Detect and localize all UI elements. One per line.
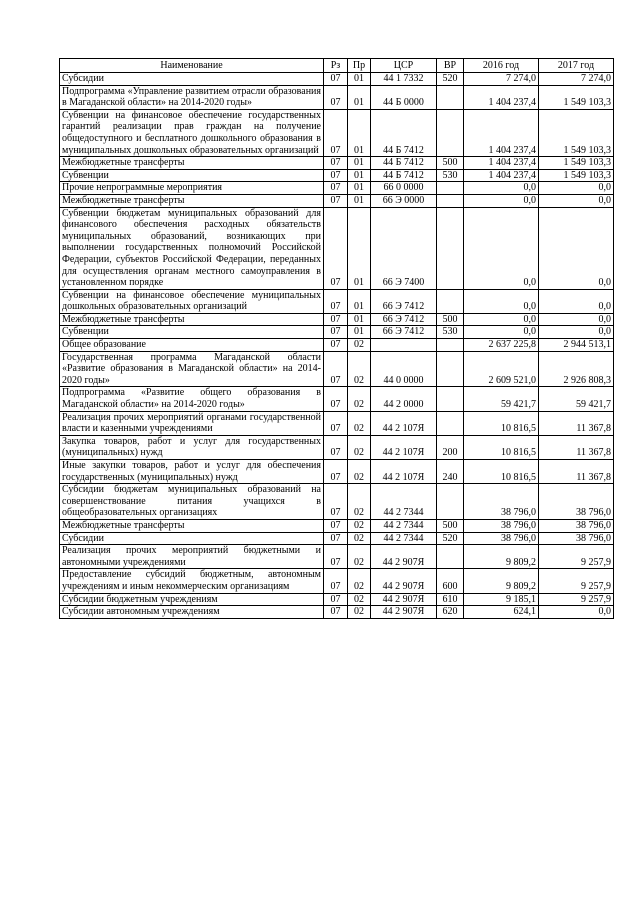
row-pr: 02 (348, 606, 371, 619)
table-row (60, 207, 614, 289)
row-pr: 02 (348, 569, 371, 593)
row-rz: 07 (324, 387, 348, 411)
row-csr: 44 2 907Я (371, 606, 437, 619)
row-name: Иные закупки товаров, работ и услуг для обеспечения государственных (муниципальных) нужд (60, 460, 324, 484)
row-value-2016: 0,0 (464, 207, 539, 289)
row-vr: 610 (437, 593, 464, 606)
row-value-2017: 11 367,8 (539, 435, 614, 459)
row-vr (437, 411, 464, 435)
row-vr (437, 387, 464, 411)
row-vr: 240 (437, 460, 464, 484)
row-name: Субсидии бюджетам муниципальных образований на совершенствование питания учащихся в общеобразовательных организациях (60, 484, 324, 520)
table-row (60, 569, 614, 593)
row-value-2016: 1 404 237,4 (464, 169, 539, 182)
row-value-2017: 38 796,0 (539, 532, 614, 545)
row-rz: 07 (324, 351, 348, 387)
header-csr: ЦСР (371, 59, 437, 73)
row-vr: 530 (437, 169, 464, 182)
row-vr: 500 (437, 157, 464, 170)
row-name: Межбюджетные трансферты (60, 519, 324, 532)
row-value-2017: 0,0 (539, 182, 614, 195)
row-value-2017: 0,0 (539, 313, 614, 326)
row-pr: 01 (348, 207, 371, 289)
row-name: Субвенции бюджетам муниципальных образований для финансового обеспечения расходных обязательств муниципальных образований, возникающих при выполнении государственных полномочий Российской Федерации, субъектов Российской Федерации, переданных для осуществления органам местного самоуправления в установленном порядке (60, 207, 324, 289)
row-value-2017: 9 257,9 (539, 569, 614, 593)
header-2016: 2016 год (464, 59, 539, 73)
row-value-2017: 38 796,0 (539, 519, 614, 532)
row-vr (437, 109, 464, 156)
row-vr (437, 351, 464, 387)
row-rz: 07 (324, 593, 348, 606)
table-row (60, 519, 614, 532)
row-value-2017: 0,0 (539, 326, 614, 339)
table-body (60, 73, 614, 619)
row-csr: 44 Б 0000 (371, 85, 437, 109)
row-csr: 66 Э 7412 (371, 289, 437, 313)
row-rz: 07 (324, 519, 348, 532)
row-vr (437, 545, 464, 569)
row-vr: 530 (437, 326, 464, 339)
row-value-2017: 9 257,9 (539, 593, 614, 606)
row-value-2016: 0,0 (464, 182, 539, 195)
table-header-row (60, 59, 614, 73)
row-pr: 01 (348, 289, 371, 313)
row-rz: 07 (324, 435, 348, 459)
row-vr (437, 484, 464, 520)
row-name: Субсидии (60, 73, 324, 86)
row-csr: 44 2 907Я (371, 569, 437, 593)
row-value-2017: 0,0 (539, 207, 614, 289)
row-value-2017: 59 421,7 (539, 387, 614, 411)
row-csr: 44 2 7344 (371, 484, 437, 520)
row-csr: 44 2 907Я (371, 545, 437, 569)
row-pr: 02 (348, 411, 371, 435)
row-rz: 07 (324, 313, 348, 326)
budget-table (59, 58, 614, 619)
row-pr: 01 (348, 326, 371, 339)
table-row (60, 313, 614, 326)
row-rz: 07 (324, 169, 348, 182)
row-csr: 44 2 0000 (371, 387, 437, 411)
row-value-2017: 0,0 (539, 606, 614, 619)
row-vr (437, 85, 464, 109)
row-csr: 44 2 107Я (371, 460, 437, 484)
table-row (60, 351, 614, 387)
row-value-2016: 1 404 237,4 (464, 109, 539, 156)
row-pr: 01 (348, 85, 371, 109)
row-value-2016: 10 816,5 (464, 460, 539, 484)
row-value-2016: 1 404 237,4 (464, 85, 539, 109)
row-csr: 66 Э 7412 (371, 326, 437, 339)
row-pr: 02 (348, 435, 371, 459)
row-pr: 02 (348, 351, 371, 387)
row-vr (437, 194, 464, 207)
table-row (60, 532, 614, 545)
row-value-2017: 0,0 (539, 289, 614, 313)
row-value-2017: 2 944 513,1 (539, 339, 614, 352)
row-value-2016: 9 809,2 (464, 569, 539, 593)
row-pr: 01 (348, 182, 371, 195)
row-name: Субвенции (60, 169, 324, 182)
row-name: Государственная программа Магаданской области «Развитие образования в Магаданской области» на 2014-2020 годы» (60, 351, 324, 387)
row-csr: 44 1 7332 (371, 73, 437, 86)
row-value-2016: 38 796,0 (464, 519, 539, 532)
row-pr: 01 (348, 73, 371, 86)
row-pr: 02 (348, 545, 371, 569)
row-pr: 01 (348, 194, 371, 207)
row-rz: 07 (324, 339, 348, 352)
row-rz: 07 (324, 85, 348, 109)
row-value-2017: 38 796,0 (539, 484, 614, 520)
header-2017: 2017 год (539, 59, 614, 73)
row-pr: 02 (348, 484, 371, 520)
table-row (60, 606, 614, 619)
row-value-2016: 38 796,0 (464, 484, 539, 520)
row-name: Субсидии бюджетным учреждениям (60, 593, 324, 606)
row-value-2017: 0,0 (539, 194, 614, 207)
row-vr (437, 182, 464, 195)
row-csr: 44 0 0000 (371, 351, 437, 387)
row-rz: 07 (324, 109, 348, 156)
row-vr: 200 (437, 435, 464, 459)
row-vr: 620 (437, 606, 464, 619)
row-value-2016: 59 421,7 (464, 387, 539, 411)
row-value-2017: 1 549 103,3 (539, 157, 614, 170)
table-row (60, 109, 614, 156)
row-pr: 02 (348, 519, 371, 532)
row-value-2017: 7 274,0 (539, 73, 614, 86)
row-csr: 44 2 907Я (371, 593, 437, 606)
row-vr (437, 339, 464, 352)
row-pr: 02 (348, 387, 371, 411)
row-csr: 44 Б 7412 (371, 169, 437, 182)
row-pr: 01 (348, 169, 371, 182)
row-csr: 66 Э 7412 (371, 313, 437, 326)
table-row (60, 182, 614, 195)
row-value-2017: 11 367,8 (539, 460, 614, 484)
row-name: Реализация прочих мероприятий бюджетными и автономными учреждениями (60, 545, 324, 569)
row-vr: 600 (437, 569, 464, 593)
row-name: Субсидии (60, 532, 324, 545)
row-name: Подпрограмма «Развитие общего образования в Магаданской области» на 2014-2020 годы» (60, 387, 324, 411)
row-value-2017: 2 926 808,3 (539, 351, 614, 387)
row-pr: 01 (348, 157, 371, 170)
row-csr: 44 2 7344 (371, 519, 437, 532)
row-pr: 02 (348, 339, 371, 352)
table-row (60, 289, 614, 313)
row-rz: 07 (324, 157, 348, 170)
row-value-2016: 9 809,2 (464, 545, 539, 569)
header-vr: ВР (437, 59, 464, 73)
row-rz: 07 (324, 207, 348, 289)
row-pr: 01 (348, 313, 371, 326)
row-csr: 44 2 107Я (371, 435, 437, 459)
row-name: Предоставление субсидий бюджетным, автономным учреждениям и иным некоммерческим организациям (60, 569, 324, 593)
row-csr: 66 Э 7400 (371, 207, 437, 289)
table-row (60, 85, 614, 109)
table-row (60, 194, 614, 207)
row-name: Закупка товаров, работ и услуг для государственных (муниципальных) нужд (60, 435, 324, 459)
row-value-2017: 1 549 103,3 (539, 169, 614, 182)
table-row (60, 387, 614, 411)
row-value-2016: 1 404 237,4 (464, 157, 539, 170)
row-value-2016: 0,0 (464, 326, 539, 339)
row-csr: 44 Б 7412 (371, 109, 437, 156)
header-name: Наименование (60, 59, 324, 73)
row-rz: 07 (324, 532, 348, 545)
row-pr: 02 (348, 532, 371, 545)
row-rz: 07 (324, 545, 348, 569)
row-value-2016: 10 816,5 (464, 435, 539, 459)
row-name: Субвенции на финансовое обеспечение государственных гарантий реализации прав граждан на получение общедоступного и бесплатного дошкольного образования в муниципальных дошкольных образовательных организаций (60, 109, 324, 156)
row-pr: 01 (348, 109, 371, 156)
row-rz: 07 (324, 289, 348, 313)
row-rz: 07 (324, 484, 348, 520)
row-rz: 07 (324, 73, 348, 86)
row-csr: 44 2 7344 (371, 532, 437, 545)
table-row (60, 326, 614, 339)
row-vr: 500 (437, 519, 464, 532)
row-value-2016: 2 609 521,0 (464, 351, 539, 387)
row-vr (437, 289, 464, 313)
row-value-2016: 9 185,1 (464, 593, 539, 606)
row-csr (371, 339, 437, 352)
row-rz: 07 (324, 460, 348, 484)
row-rz: 07 (324, 182, 348, 195)
table-row (60, 157, 614, 170)
row-name: Субвенции на финансовое обеспечение муниципальных дошкольных образовательных организаций (60, 289, 324, 313)
row-rz: 07 (324, 326, 348, 339)
row-value-2016: 2 637 225,8 (464, 339, 539, 352)
row-rz: 07 (324, 411, 348, 435)
row-name: Межбюджетные трансферты (60, 157, 324, 170)
table-row (60, 73, 614, 86)
row-name: Общее образование (60, 339, 324, 352)
table-row (60, 593, 614, 606)
row-name: Межбюджетные трансферты (60, 194, 324, 207)
row-value-2016: 0,0 (464, 313, 539, 326)
row-rz: 07 (324, 569, 348, 593)
table-row (60, 545, 614, 569)
row-value-2017: 11 367,8 (539, 411, 614, 435)
table-row (60, 460, 614, 484)
row-value-2016: 624,1 (464, 606, 539, 619)
row-name: Прочие непрограммные мероприятия (60, 182, 324, 195)
table-row (60, 411, 614, 435)
row-value-2016: 0,0 (464, 289, 539, 313)
row-value-2017: 9 257,9 (539, 545, 614, 569)
row-csr: 66 0 0000 (371, 182, 437, 195)
row-value-2017: 1 549 103,3 (539, 109, 614, 156)
header-rz: Рз (324, 59, 348, 73)
row-value-2017: 1 549 103,3 (539, 85, 614, 109)
table-row (60, 484, 614, 520)
table-row (60, 435, 614, 459)
row-csr: 44 Б 7412 (371, 157, 437, 170)
row-name: Межбюджетные трансферты (60, 313, 324, 326)
row-pr: 02 (348, 593, 371, 606)
row-name: Реализация прочих мероприятий органами государственной власти и казенными учреждениями (60, 411, 324, 435)
row-rz: 07 (324, 606, 348, 619)
row-value-2016: 0,0 (464, 194, 539, 207)
row-value-2016: 10 816,5 (464, 411, 539, 435)
row-rz: 07 (324, 194, 348, 207)
table-row (60, 169, 614, 182)
row-vr (437, 207, 464, 289)
row-value-2016: 38 796,0 (464, 532, 539, 545)
table-row (60, 339, 614, 352)
row-name: Субвенции (60, 326, 324, 339)
header-pr: Пр (348, 59, 371, 73)
document-page (59, 58, 613, 619)
row-value-2016: 7 274,0 (464, 73, 539, 86)
row-pr: 02 (348, 460, 371, 484)
row-csr: 44 2 107Я (371, 411, 437, 435)
row-csr: 66 Э 0000 (371, 194, 437, 207)
row-vr: 500 (437, 313, 464, 326)
row-name: Субсидии автономным учреждениям (60, 606, 324, 619)
row-name: Подпрограмма «Управление развитием отрасли образования в Магаданской области» на 2014-2020 годы» (60, 85, 324, 109)
row-vr: 520 (437, 532, 464, 545)
row-vr: 520 (437, 73, 464, 86)
